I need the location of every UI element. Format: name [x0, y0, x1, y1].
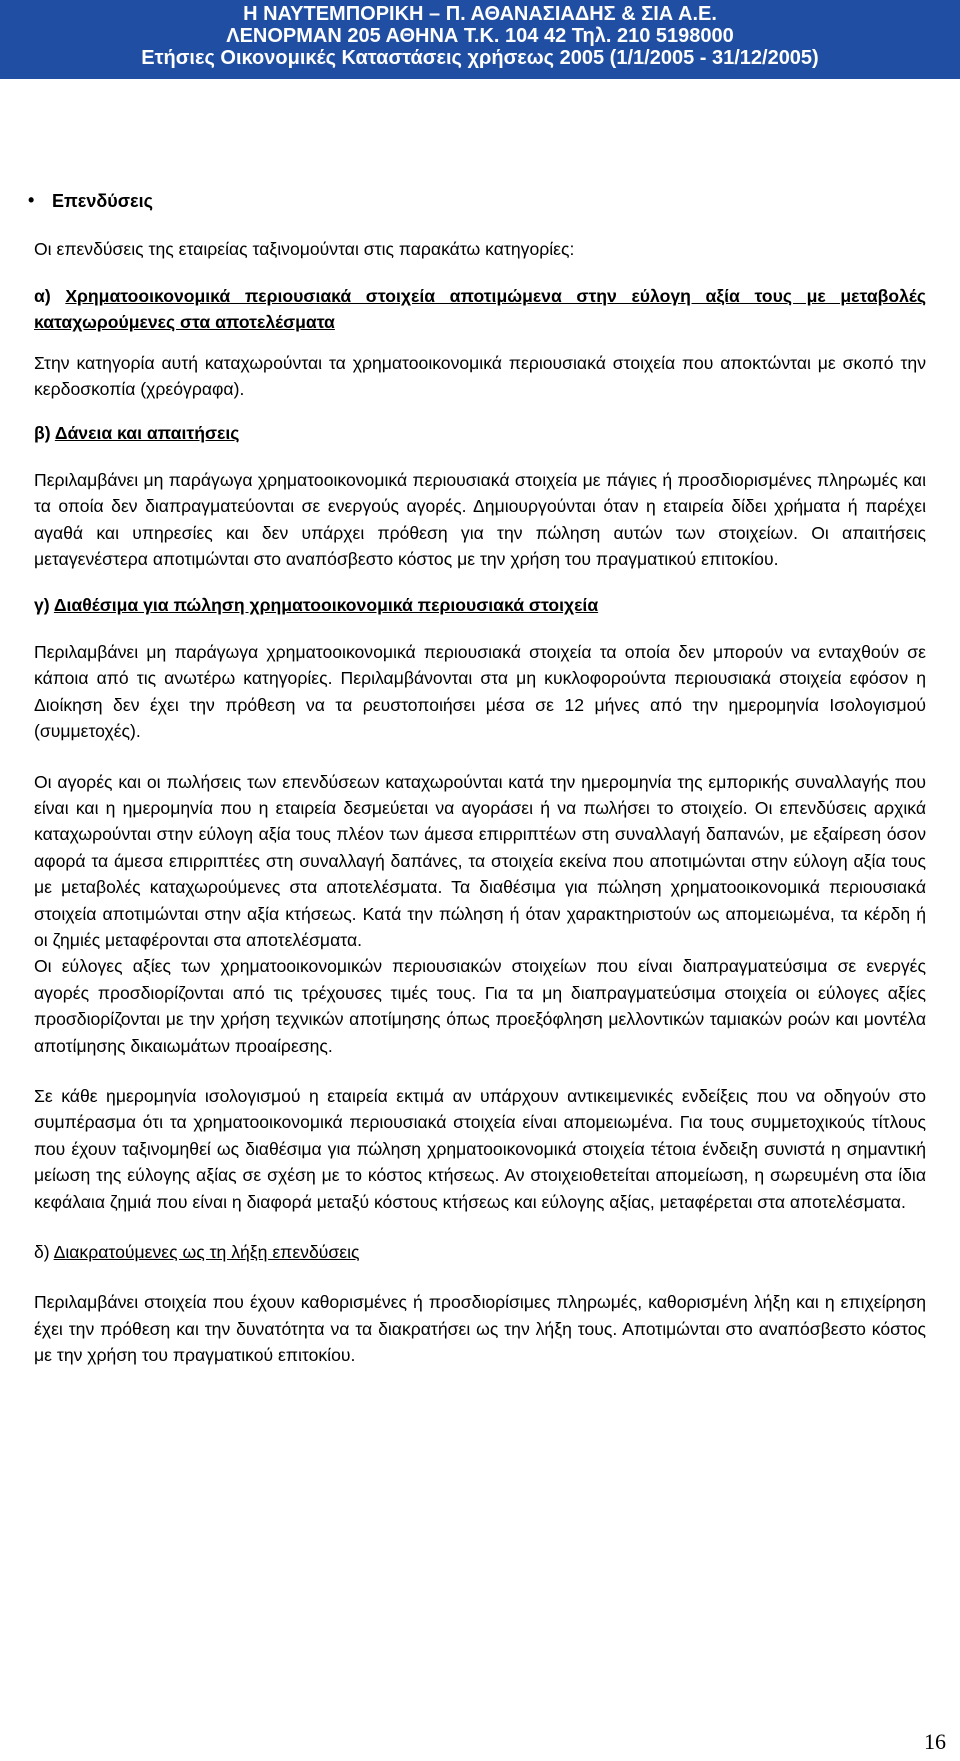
category-c-title: Διαθέσιμα για πώληση χρηματοοικονομικά περιουσιακά στοιχεία [53, 595, 599, 616]
category-a-heading [34, 283, 926, 336]
category-c-text: Περιλαμβάνει μη παράγωγα χρηματοοικονομικά περιουσιακά στοιχεία τα οποία δεν μπορούν να ενταχθούν σε κάποια από τις ανωτέρω κατηγορίες. Περιλαμβάνονται στα μη κυκλοφορούντα περιουσιακά στοιχεία εφόσον η Διοίκηση δεν έχει την πρόθεση να τα ρευστοποιήσει μέσα σε 12 μήνες από την ημερομηνία Ισολογισμού (συμμετοχές). [34, 641, 926, 742]
category-b-heading [34, 420, 926, 446]
category-d-text: Περιλαμβάνει στοιχεία που έχουν καθορισμένες ή προσδιορίσιμες πληρωμές, καθορισμένη λήξη και η επιχείρηση έχει την πρόθεση και την δυνατότητα να τα διακρατήσει ως την λήξη τους. Αποτιμώνται στο αναπόσβεστο κόστος με την χρήση του πραγματικού επιτοκίου. [34, 1292, 926, 1366]
category-c-heading [34, 592, 926, 618]
report-title: Ετήσιες Οικονομικές Καταστάσεις χρήσεως 2005 (1/1/2005 - 31/12/2005) [141, 47, 819, 69]
category-b-text: Περιλαμβάνει μη παράγωγα χρηματοοικονομικά περιουσιακά στοιχεία με πάγιες ή προσδιορισμένες πληρωμές και τα οποία δεν διαπραγματεύονται σε ενεργούς αγορές. Δημιουργούνται όταν η εταιρεία δίδει χρήματα ή παρέχει αγαθά και υπηρεσίες και δεν υπάρχει πρόθεση για την πώληση αυτών των στοιχείων. Οι απαιτήσεις μεταγενέστερα αποτιμώνται στο αναπόσβεστο κόστος με την χρήση του πραγματικού επιτοκίου. [34, 469, 926, 570]
category-c-prefix: γ) [34, 595, 54, 616]
paragraph-fair-values: Οι εύλογες αξίες των χρηματοοικονομικών περιουσιακών στοιχείων που είναι διαπραγματεύσιμα σε ενεργές αγορές προσδιορίζονται από τις τρέχουσες τιμές τους. Για τα μη διαπραγματεύσιμα στοιχεία οι εύλογες αξίες προσδιορίζονται με την χρήση τεχνικών αποτίμησης όπως προεξόφληση μελλοντικών ταμιακών ροών και μοντέλα αποτίμησης δικαιωμάτων προαίρεσης. [34, 956, 926, 1056]
company-address: ΛΕΝΟΡΜΑΝ 205 ΑΘΗΝΑ Τ.Κ. 104 42 Τηλ. 210 5198000 [226, 25, 734, 47]
document-body [34, 188, 926, 1369]
category-a-title: Χρηματοοικονομικά περιουσιακά στοιχεία αποτιμώμενα στην εύλογη αξία τους με μεταβολές καταχωρούμενες στα αποτελέσματα [34, 285, 926, 333]
category-a-prefix: α) [34, 285, 66, 306]
category-d-heading [34, 1239, 926, 1265]
category-b-prefix: β) [34, 423, 55, 444]
paragraph-purchases: Οι αγορές και οι πωλήσεις των επενδύσεων καταχωρούνται κατά την ημερομηνία της εμπορικής συναλλαγής που είναι και η ημερομηνία που η εταιρεία δεσμεύεται να αγοράσει ή να πωλήσει το στοιχείο. Οι επενδύσεις αρχικά καταχωρούνται στην εύλογη αξία τους πλέον των άμεσα επιρριπτέων στη συναλλαγή δαπανών, με εξαίρεση όσον αφορά τα άμεσα επιρριπτέες στη συναλλαγή δαπάνες, τα στοιχεία εκείνα που αποτιμώνται στην εύλογη αξία τους με μεταβολές καταχωρούμενες στα αποτελέσματα. Τα διαθέσιμα για πώληση χρηματοοικονομικά περιουσιακά στοιχεία αποτιμώνται στην αξία κτήσεως. Κατά την πώληση ή όταν χαρακτηριστούν ως απομειωμένα, τα κέρδη ή οι ζημιές μεταφέρονται στα αποτελέσματα. [34, 771, 926, 950]
category-b-title: Δάνεια και απαιτήσεις [54, 423, 240, 444]
category-d-prefix: δ) [34, 1242, 54, 1262]
paragraph-impairment: Σε κάθε ημερομηνία ισολογισμού η εταιρεία εκτιμά αν υπάρχουν αντικειμενικές ενδείξεις που να οδηγούν στο συμπέρασμα ότι τα χρηματοοικονομικά περιουσιακά στοιχεία είναι απομειωμένα. Για τους συμμετοχικούς τίτλους που έχουν ταξινομηθεί ως διαθέσιμα για πώληση χρηματοοικονομικά στοιχεία τέτοια ένδειξη συνιστά η σημαντική μείωση της εύλογης αξίας σε σχέση με το κόστος κτήσεως. Αν στοιχειοθετείται απομείωση, η σωρευμένη στα ίδια κεφάλαια ζημιά που είναι η διαφορά μεταξύ κόστους κτήσεως και εύλογης αξίας, μεταφέρεται στα αποτελέσματα. [34, 1085, 926, 1212]
intro-paragraph: Οι επενδύσεις της εταιρείας ταξινομούνται στις παρακάτω κατηγορίες: [34, 239, 575, 260]
category-d-title: Διακρατούμενες ως τη λήξη επενδύσεις [53, 1242, 360, 1262]
section-title: • Επενδύσεις [34, 188, 926, 214]
category-a-text: Στην κατηγορία αυτή καταχωρούνται τα χρηματοοικονομικά περιουσιακά στοιχεία που αποκτώνται με σκοπό την κερδοσκοπία (χρεόγραφα). [34, 352, 926, 400]
page-number: 16 [924, 1729, 946, 1754]
document-header [0, 0, 960, 79]
company-name: Η ΝΑΥΤΕΜΠΟΡΙΚΗ – Π. ΑΘΑΝΑΣΙΑΔΗΣ & ΣΙΑ Α.Ε. [243, 3, 717, 25]
